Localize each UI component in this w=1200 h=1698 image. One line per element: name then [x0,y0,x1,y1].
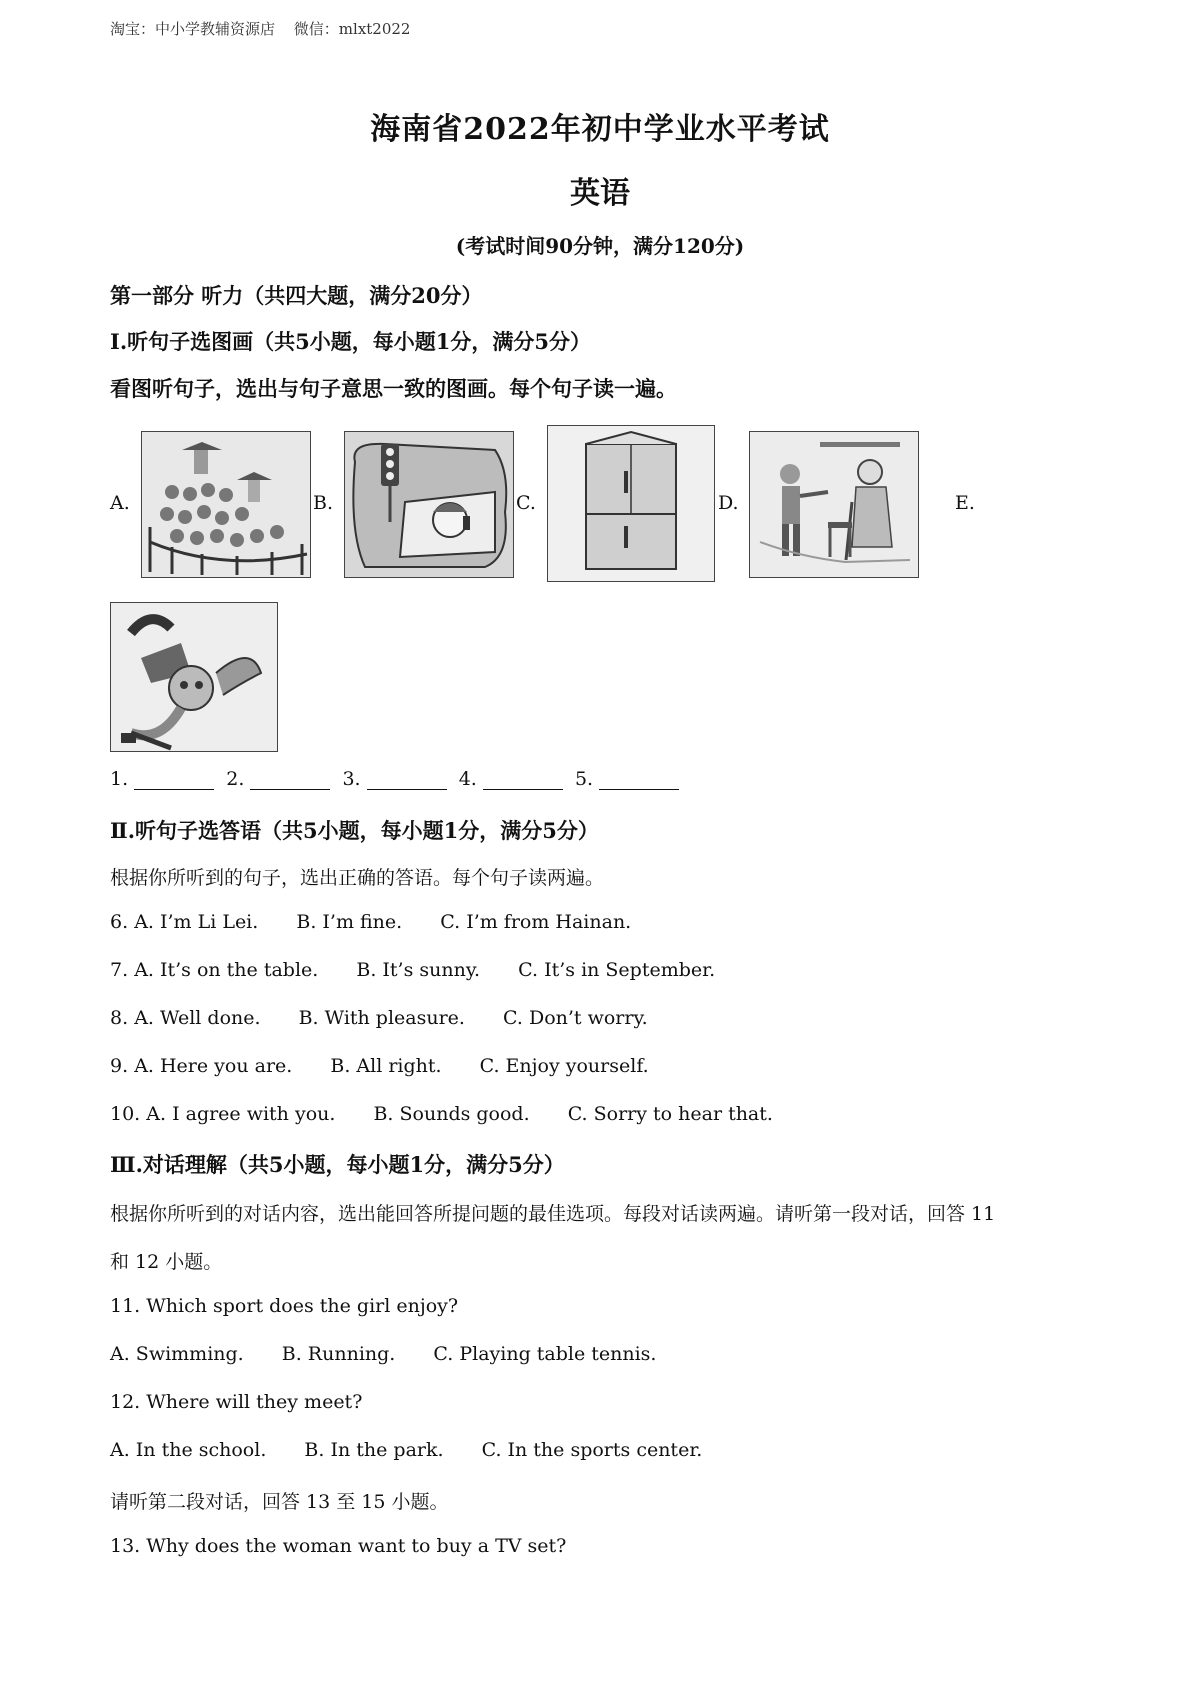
option-b[interactable]: B. Running. [281,1343,396,1365]
question-number: 9. [110,1055,129,1077]
question-13: 13. Why does the woman want to buy a TV set? [110,1535,567,1557]
option-b[interactable]: B. With pleasure. [298,1007,465,1029]
question-6 [110,911,631,933]
option-c[interactable]: C. I’m from Hainan. [440,911,632,933]
option-c[interactable]: C. Playing table tennis. [433,1343,657,1365]
question-10 [110,1103,773,1125]
section3-instruction-line2: 和 12 小题。 [110,1251,223,1273]
option-a[interactable]: A. Well done. [134,1007,261,1029]
picture-label-e: E. [955,492,975,514]
question-number: 7. [110,959,129,981]
wechat-id: 微信：mlxt2022 [293,20,411,38]
option-a[interactable]: A. I agree with you. [146,1103,336,1125]
question-11-options [110,1343,656,1365]
blank-1[interactable] [134,771,214,790]
option-b[interactable]: B. In the park. [304,1439,444,1461]
question-7 [110,959,715,981]
section1-heading: Ⅰ.听句子选图画（共5小题，每小题1分，满分5分） [110,329,591,354]
question-number: 10. [110,1103,141,1125]
option-a[interactable]: A. In the school. [110,1439,267,1461]
picture-label-c: C. [516,492,536,514]
part1-heading: 第一部分 听力（共四大题，满分20分） [110,283,483,308]
picture-b-driving-phone-illustration [344,431,514,578]
picture-label-d: D. [718,492,739,514]
subject-title: 英语 [570,176,630,211]
option-c[interactable]: C. Sorry to hear that. [567,1103,773,1125]
question-number: 8. [110,1007,129,1029]
picture-label-b: B. [313,492,334,514]
blank-5-number: 5. [574,768,594,790]
picture-label-a: A. [110,492,130,514]
section3-heading: Ⅲ.对话理解（共5小题，每小题1分，满分5分） [110,1152,565,1177]
section3-instruction-line1: 根据你所听到的对话内容，选出能回答所提问题的最佳选项。每段对话读两遍。请听第一段对话，回答 11 [110,1203,996,1225]
option-c[interactable]: C. Don’t worry. [503,1007,648,1029]
option-a[interactable]: A. I’m Li Lei. [134,911,259,933]
option-b[interactable]: B. I’m fine. [296,911,403,933]
blank-2[interactable] [250,771,330,790]
option-b[interactable]: B. Sounds good. [373,1103,530,1125]
question-11: 11. Which sport does the girl enjoy? [110,1295,459,1317]
picture-c-fridge-illustration [547,425,715,582]
option-a[interactable]: A. It’s on the table. [134,959,319,981]
option-b[interactable]: B. All right. [330,1055,442,1077]
option-a[interactable]: A. Swimming. [110,1343,244,1365]
exam-info: (考试时间90分钟，满分120分) [455,234,745,258]
picture-e-monkey-king-illustration [110,602,278,752]
picture-d-give-seat-illustration [749,431,919,578]
picture-a-farm-illustration [141,431,311,578]
section2-heading: Ⅱ.听句子选答语（共5小题，每小题1分，满分5分） [110,818,599,843]
blank-1-number: 1. [110,768,129,790]
question-9 [110,1055,649,1077]
answer-blanks-row [110,768,685,790]
option-b[interactable]: B. It’s sunny. [356,959,481,981]
page-header [110,18,410,39]
blank-5[interactable] [599,771,679,790]
question-12: 12. Where will they meet? [110,1391,363,1413]
blank-3[interactable] [367,771,447,790]
question-12-options [110,1439,702,1461]
dialog2-instruction: 请听第二段对话，回答 13 至 15 小题。 [110,1491,449,1513]
section2-instruction: 根据你所听到的句子，选出正确的答语。每个句子读两遍。 [110,867,605,889]
option-c[interactable]: C. Enjoy yourself. [479,1055,649,1077]
question-8 [110,1007,648,1029]
shop-name: 淘宝：中小学教辅资源店 [110,20,276,38]
blank-3-number: 3. [342,768,361,790]
section1-instruction: 看图听句子，选出与句子意思一致的图画。每个句子读一遍。 [110,376,677,401]
blank-4-number: 4. [458,768,477,790]
option-c[interactable]: C. It’s in September. [518,959,716,981]
option-a[interactable]: A. Here you are. [134,1055,293,1077]
blank-4[interactable] [483,771,563,790]
question-number: 6. [110,911,129,933]
blank-2-number: 2. [226,768,245,790]
option-c[interactable]: C. In the sports center. [481,1439,703,1461]
exam-title: 海南省2022年初中学业水平考试 [370,112,830,147]
